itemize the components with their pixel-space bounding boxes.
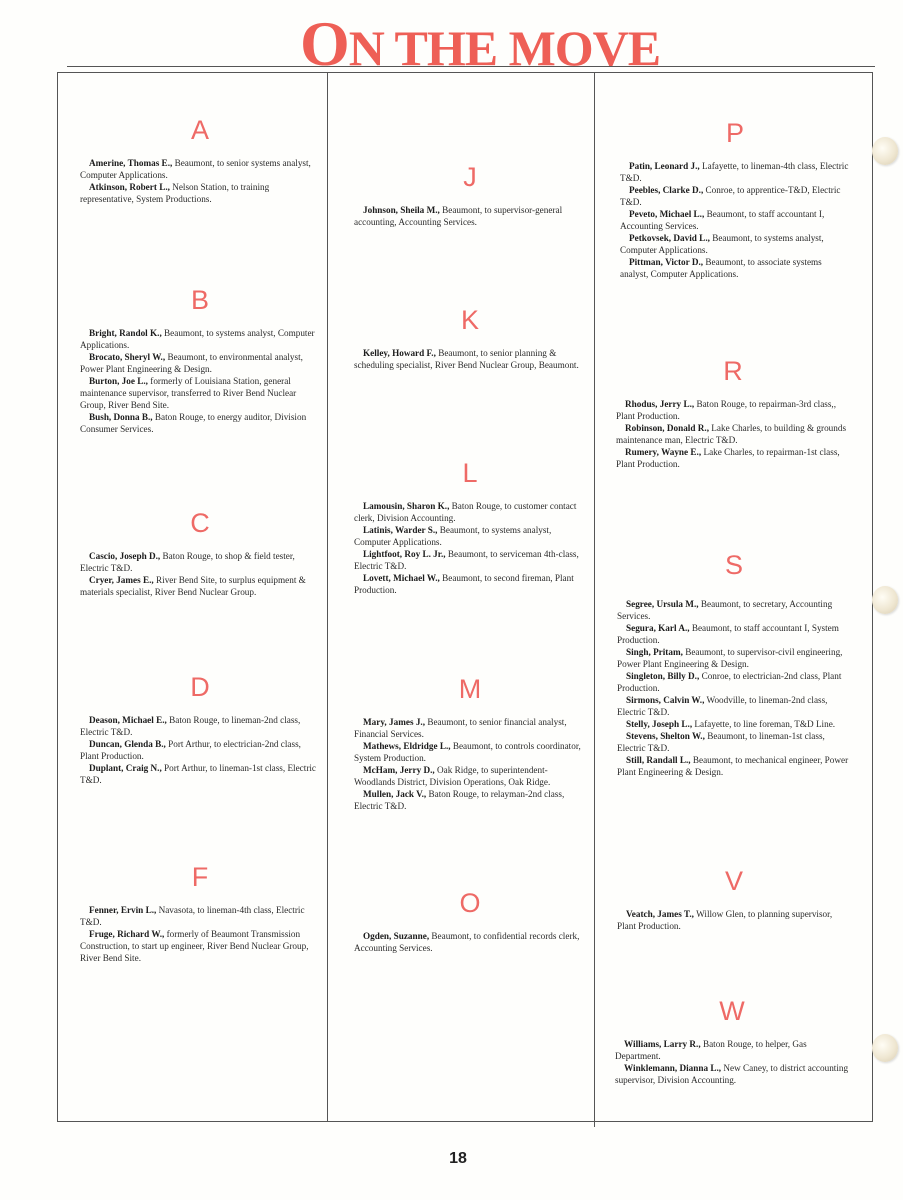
section-w — [615, 996, 849, 1086]
list-item: Burton, Joe L., formerly of Louisiana Station, general maintenance supervisor, transferred to River Bend Nuclear Group, River Bend Site. — [80, 376, 297, 410]
section-letter: D — [190, 672, 210, 702]
list-item: Peveto, Michael L., Beaumont, to staff accountant I, Accounting Services. — [620, 209, 825, 231]
list-item: Kelley, Howard F., Beaumont, to senior planning & scheduling specialist, River Bend Nuclear Group, Beaumont. — [354, 348, 579, 370]
binder-ring-icon — [872, 1034, 898, 1062]
list-item: Veatch, James T., Willow Glen, to planning supervisor, Plant Production. — [617, 909, 833, 931]
list-item: Singh, Pritam, Beaumont, to supervisor-civil engineering, Power Plant Engineering & Design. — [617, 647, 843, 669]
section-letter: M — [458, 674, 482, 704]
list-item: Mullen, Jack V., Baton Rouge, to relayman-2nd class, Electric T&D. — [354, 789, 565, 811]
section-j — [354, 162, 586, 228]
section-letter: W — [719, 996, 745, 1026]
section-b — [80, 285, 320, 435]
section-letter: C — [190, 508, 210, 538]
list-item: Stelly, Joseph L., Lafayette, to line foreman, T&D Line. — [626, 719, 836, 729]
section-c — [80, 508, 320, 598]
column-divider-2 — [594, 72, 595, 1127]
list-item: Bush, Donna B., Baton Rouge, to energy auditor, Division Consumer Services. — [80, 412, 307, 434]
list-item: Williams, Larry R., Baton Rouge, to helper, Gas Department. — [615, 1039, 807, 1061]
list-item: Pittman, Victor D., Beaumont, to associate systems analyst, Computer Applications. — [620, 257, 822, 279]
section-letter: V — [724, 866, 743, 896]
section-v — [617, 866, 851, 932]
list-item: Peebles, Clarke D., Conroe, to apprentice-T&D, Electric T&D. — [620, 185, 841, 207]
list-item: Mary, James J., Beaumont, to senior financial analyst, Financial Services. — [354, 717, 567, 739]
header-rule — [67, 66, 875, 67]
section-p — [620, 118, 850, 280]
list-item: Atkinson, Robert L., Nelson Station, to training representative, System Productions. — [80, 182, 270, 204]
list-item: Lamousin, Sharon K., Baton Rouge, to customer contact clerk, Division Accounting. — [354, 501, 577, 523]
list-item: Ogden, Suzanne, Beaumont, to confidential records clerk, Accounting Services. — [354, 931, 580, 953]
list-item: Brocato, Sheryl W., Beaumont, to environmental analyst, Power Plant Engineering & Design. — [80, 352, 303, 374]
list-item: Duplant, Craig N., Port Arthur, to lineman-1st class, Electric T&D. — [80, 763, 317, 785]
list-item: Deason, Michael E., Baton Rouge, to lineman-2nd class, Electric T&D. — [80, 715, 301, 737]
section-r — [616, 356, 850, 470]
section-letter: J — [463, 162, 477, 192]
list-item: Duncan, Glenda B., Port Arthur, to electrician-2nd class, Plant Production. — [80, 739, 301, 761]
list-item: Lovett, Michael W., Beaumont, to second fireman, Plant Production. — [354, 573, 574, 595]
page-number: 18 — [449, 1150, 467, 1167]
title-rest: N THE MOVE — [348, 20, 661, 76]
list-item: Petkovsek, David L., Beaumont, to systems analyst, Computer Applications. — [620, 233, 824, 255]
list-item: Fruge, Richard W., formerly of Beaumont Transmission Construction, to start up engineer, River Bend Nuclear Group, River Bend Site. — [80, 929, 309, 963]
list-item: McHam, Jerry D., Oak Ridge, to superintendent-Woodlands District, Division Operations, Oak Ridge. — [354, 765, 551, 787]
list-item: Sirmons, Calvin W., Woodville, to lineman-2nd class, Electric T&D. — [617, 695, 828, 717]
list-item: Lightfoot, Roy L. Jr., Beaumont, to serviceman 4th-class, Electric T&D. — [354, 549, 579, 571]
section-d — [80, 672, 320, 786]
section-a — [80, 115, 320, 205]
section-s — [617, 550, 851, 778]
section-m — [354, 674, 586, 812]
list-item: Winklemann, Dianna L., New Caney, to district accounting supervisor, Division Accounting. — [615, 1063, 849, 1085]
list-item: Mathews, Eldridge L., Beaumont, to controls coordinator, System Production. — [354, 741, 581, 763]
list-item: Fenner, Ervin L., Navasota, to lineman-4th class, Electric T&D. — [80, 905, 305, 927]
section-f — [80, 862, 320, 964]
list-item: Robinson, Donald R., Lake Charles, to building & grounds maintenance man, Electric T&D. — [616, 423, 847, 445]
list-item: Rhodus, Jerry L., Baton Rouge, to repairman-3rd class,, Plant Production. — [616, 399, 837, 421]
list-item: Rumery, Wayne E., Lake Charles, to repairman-1st class, Plant Production. — [616, 447, 840, 469]
list-item: Cascio, Joseph D., Baton Rouge, to shop & field tester, Electric T&D. — [80, 551, 295, 573]
section-o — [354, 888, 586, 954]
section-l — [354, 458, 586, 596]
binder-ring-icon — [872, 586, 898, 614]
list-item: Amerine, Thomas E., Beaumont, to senior systems analyst, Computer Applications. — [80, 158, 311, 180]
list-item: Singleton, Billy D., Conroe, to electrician-2nd class, Plant Production. — [617, 671, 842, 693]
column-divider-1 — [327, 72, 328, 1122]
section-letter: L — [462, 458, 478, 488]
section-k — [354, 305, 586, 371]
section-letter: B — [190, 285, 209, 315]
list-item: Johnson, Sheila M., Beaumont, to supervisor-general accounting, Accounting Services. — [354, 205, 563, 227]
section-letter: F — [191, 862, 209, 892]
section-letter: P — [725, 118, 744, 148]
section-letter: A — [190, 115, 209, 145]
list-item: Stevens, Shelton W., Beaumont, to lineman-1st class, Electric T&D. — [617, 731, 825, 753]
page-title — [300, 8, 661, 79]
title-initial: O — [300, 8, 349, 79]
list-item: Bright, Randol K., Beaumont, to systems analyst, Computer Applications. — [80, 328, 315, 350]
section-letter: S — [724, 550, 743, 580]
binder-ring-icon — [872, 137, 898, 165]
list-item: Still, Randall L., Beaumont, to mechanical engineer, Power Plant Engineering & Design. — [617, 755, 849, 777]
list-item: Segree, Ursula M., Beaumont, to secretary, Accounting Services. — [617, 599, 833, 621]
section-letter: R — [723, 356, 743, 386]
list-item: Patin, Leonard J., Lafayette, to lineman-4th class, Electric T&D. — [620, 161, 849, 183]
list-item: Latinis, Warder S., Beaumont, to systems analyst, Computer Applications. — [354, 525, 552, 547]
section-letter: O — [459, 888, 481, 918]
section-letter: K — [460, 305, 479, 335]
list-item: Cryer, James E., River Bend Site, to surplus equipment & materials specialist, River Bend Nuclear Group. — [80, 575, 306, 597]
list-item: Segura, Karl A., Beaumont, to staff accountant I, System Production. — [617, 623, 839, 645]
